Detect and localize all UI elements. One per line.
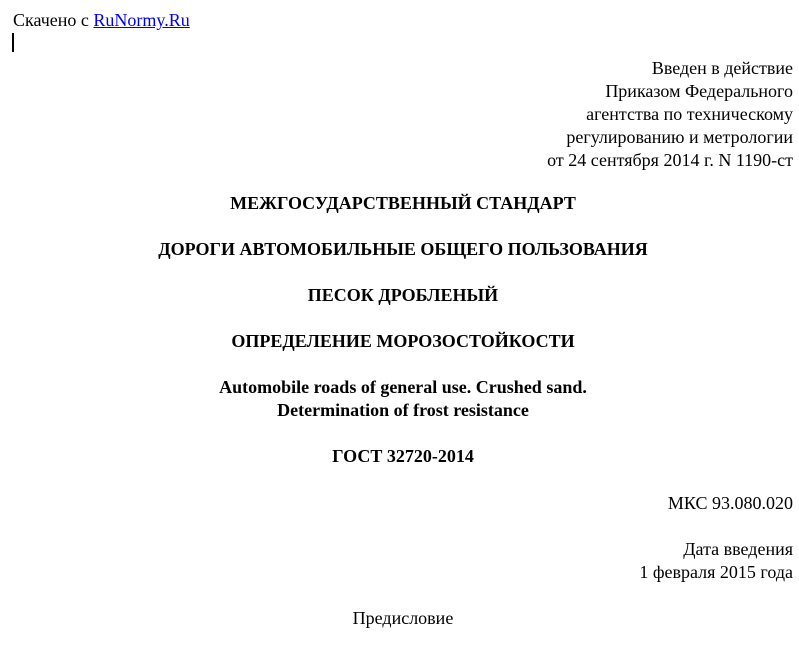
- title-line-3: ОПРЕДЕЛЕНИЕ МОРОЗОСТОЙКОСТИ: [231, 331, 575, 351]
- download-source-line: [13, 10, 190, 30]
- approval-line: агентства по техническому: [586, 104, 793, 124]
- introduction-date: 1 февраля 2015 года: [639, 562, 793, 582]
- source-link[interactable]: RuNormy.Ru: [93, 10, 190, 30]
- standard-designation: ГОСТ 32720-2014: [332, 446, 474, 466]
- introduction-label: Дата введения: [683, 539, 793, 559]
- approval-line: от 24 сентября 2014 г. N 1190-ст: [547, 150, 793, 170]
- approval-block: [547, 57, 793, 172]
- approval-line: Введен в действие: [651, 58, 793, 78]
- approval-line: Приказом Федерального: [605, 81, 793, 101]
- standard-type-heading: МЕЖГОСУДАРСТВЕННЫЙ СТАНДАРТ: [230, 193, 576, 213]
- title-line-1: ДОРОГИ АВТОМОБИЛЬНЫЕ ОБЩЕГО ПОЛЬЗОВАНИЯ: [158, 239, 648, 259]
- approval-line: регулированию и метрологии: [566, 127, 793, 147]
- downloaded-prefix: Скачено с: [13, 10, 89, 30]
- text-cursor: [12, 33, 14, 52]
- mks-code: МКС 93.080.020: [667, 493, 793, 513]
- english-title-line-2: Determination of frost resistance: [277, 400, 529, 420]
- title-line-2: ПЕСОК ДРОБЛЕНЫЙ: [307, 285, 499, 305]
- english-title-line-1: Automobile roads of general use. Crushed sand.: [219, 377, 587, 397]
- foreword-heading: Предисловие: [352, 608, 454, 628]
